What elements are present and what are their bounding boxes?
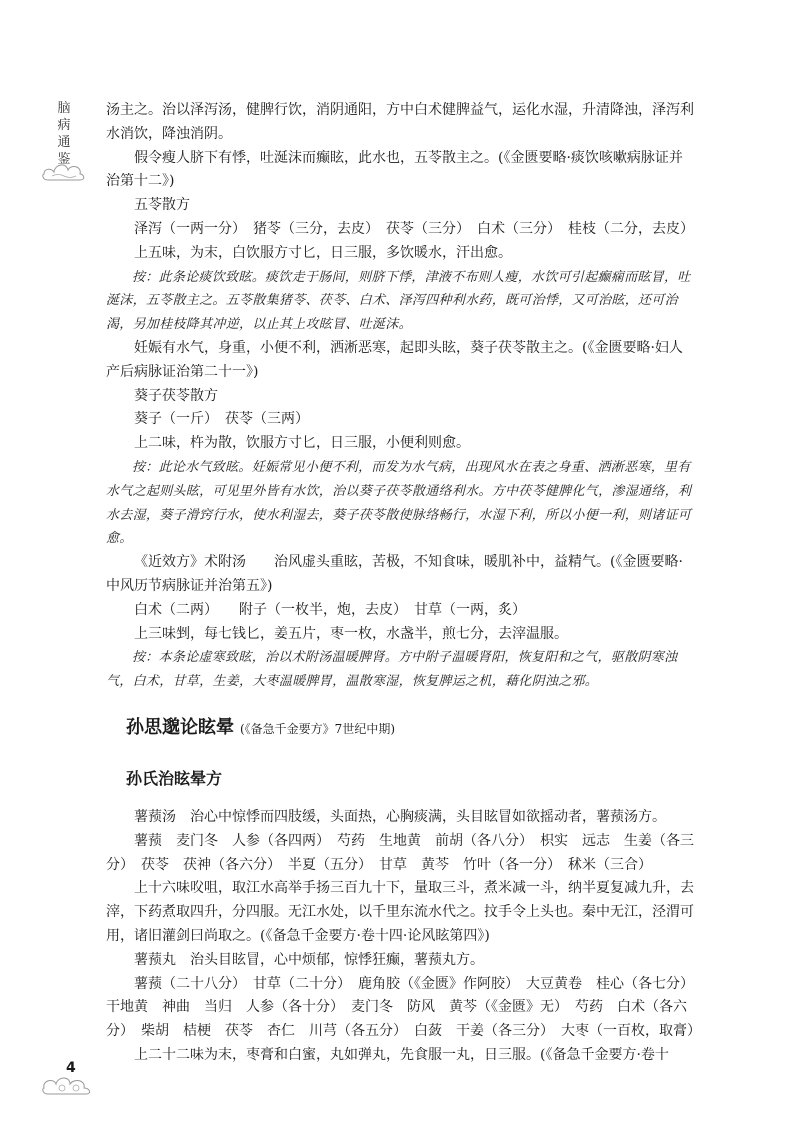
commentary-paragraph: 按：本条论虚寒致眩，治以术附汤温暖脾肾。方中附子温暖肾阳，恢复阳和之气，驱散阴寒浊气，白术，甘草，生姜，大枣温暖脾胃，温散寒湿，恢复脾运之机，藉化阴浊之邪。	[106, 650, 678, 690]
body-paragraph: 上三味剉，每七钱匕，姜五片，枣一枚，水盏半，煎七分，去滓温服。	[134, 625, 568, 642]
body-paragraph: 薯蓣汤 治心中惊悸而四肢缓，头面热，心胸痰满，头目眩冒如欲摇动者，薯蓣汤方。	[134, 808, 666, 825]
commentary-paragraph: 按：此条论痰饮致眩。痰饮走于肠间，则脐下悸，津液不布则人瘦，水饮可引起癫痫而眩冒，吐涎沫，五苓散主之。五苓散集猪苓、茯苓、白术、泽泻四种利水药，既可治悸，又可治眩，还可治渴，另加桂枝降其冲逆，以止其上攻眩冒、吐涎沫。	[106, 269, 691, 333]
body-paragraph: 假令瘦人脐下有悸，吐涎沫而癫眩，此水也，五苓散主之。(《金匮要略·痰饮咳嗽病脉证并治第十二》)	[106, 149, 683, 190]
body-paragraph: 上二味，杵为散，饮服方寸匕，日三服，小便利则愈。	[134, 435, 470, 452]
body-paragraph: 上十六味㕮咀，取江水高举手扬三百九十下，量取三斗，煮米减一斗，纳半夏复减九升，去滓，下药煮取四升，分四服。无江水处，以千里东流水代之。抆手令上头也。秦中无江，泾渭可用，诸旧灌剑曰尚取之。(《备急千金要方·卷十四·论风眩第四》)	[106, 880, 694, 944]
running-title-char: 脑	[57, 101, 71, 116]
body-paragraph: 妊娠有水气，身重，小便不利，洒淅恶寒，起即头眩，葵子茯苓散主之。(《金匮要略·妇人产后病脉证治第二十一》)	[106, 339, 683, 380]
body-paragraph: 白术（二两） 附子（一枚半，炮，去皮） 甘草（一两，炙）	[134, 601, 526, 618]
running-title-char: 病	[57, 118, 71, 133]
section-source: (《备急千金要方》7世纪中期)	[240, 721, 395, 736]
subsection-heading: 孙氏治眩晕方	[126, 768, 223, 788]
body-paragraph: 薯蓣丸 治头目眩冒，心中烦郁，惊悸狂癫，薯蓣丸方。	[134, 951, 484, 968]
body-paragraph: 《近效方》术附汤 治风虚头重眩，苦极，不知食味，暖肌补中，益精气。(《金匮要略·中风历节病脉证并治第五》)	[106, 554, 683, 594]
body-paragraph: 上五味，为末，白饮服方寸匕，日三服，多饮暖水，汗出愈。	[134, 244, 512, 261]
page-number: 4	[66, 1060, 76, 1076]
body-paragraph: 五苓散方	[134, 197, 190, 214]
cloud-ornament-icon	[40, 150, 88, 184]
body-paragraph: 薯蓣 麦门冬 人参（各四两） 芍药 生地黄 前胡（各八分） 枳实 远志 生姜（各三分） 茯苓 茯神（各六分） 半夏（五分） 甘草 黄芩 竹叶（各一分） 秫米（三合）	[106, 832, 694, 873]
body-paragraph: 葵子茯苓散方	[134, 387, 218, 404]
section-heading	[126, 713, 696, 744]
body-paragraph: 上二十二味为末，枣膏和白蜜，丸如弹丸，先食服一丸，日三服。(《备急千金要方·卷十	[134, 1046, 669, 1063]
body-paragraph: 葵子（一斤） 茯苓（三两）	[134, 411, 309, 428]
body-paragraph: 泽泻（一两一分） 猪苓（三分，去皮） 茯苓（三分） 白术（三分） 桂枝（二分，去皮）	[134, 220, 694, 237]
running-title-char: 鉴	[57, 152, 71, 167]
commentary-paragraph: 按：此论水气致眩。妊娠常见小便不利，而发为水气病，出现风水在表之身重、洒淅恶寒，里有水气之起则头眩，可见里外皆有水饮，治以葵子茯苓散通络利水。方中茯苓健脾化气，渗湿通络，利水去湿，葵子滑窍行水，使水利湿去，葵子茯苓散使脉络畅行，水湿下利，所以小便一利，则诸证可愈。	[106, 459, 692, 547]
body-paragraph: 薯蓣（二十八分） 甘草（二十分） 鹿角胶（《金匮》作阿胶） 大豆黄卷 桂心（各七分）干地黄 神曲 当归 人参（各十分） 麦门冬 防风 黄芩（《金匮》无） 芍药 白术（各六分） 柴胡 桔梗 茯苓 杏仁 川芎（各五分） 白蔹 干姜（各三分） 大枣（一百枚，取膏）	[106, 975, 701, 1040]
running-title-char: 通	[57, 135, 71, 150]
section-title: 孙思邈论眩晕	[126, 716, 234, 738]
cloud-ornament-icon	[40, 1068, 100, 1098]
body-paragraph: 汤主之。治以泽泻汤，健脾行饮，消阴通阳，方中白术健脾益气，运化水湿，升清降浊，泽泻利水消饮，降浊消阴。	[106, 102, 694, 142]
page-content	[106, 99, 701, 1068]
